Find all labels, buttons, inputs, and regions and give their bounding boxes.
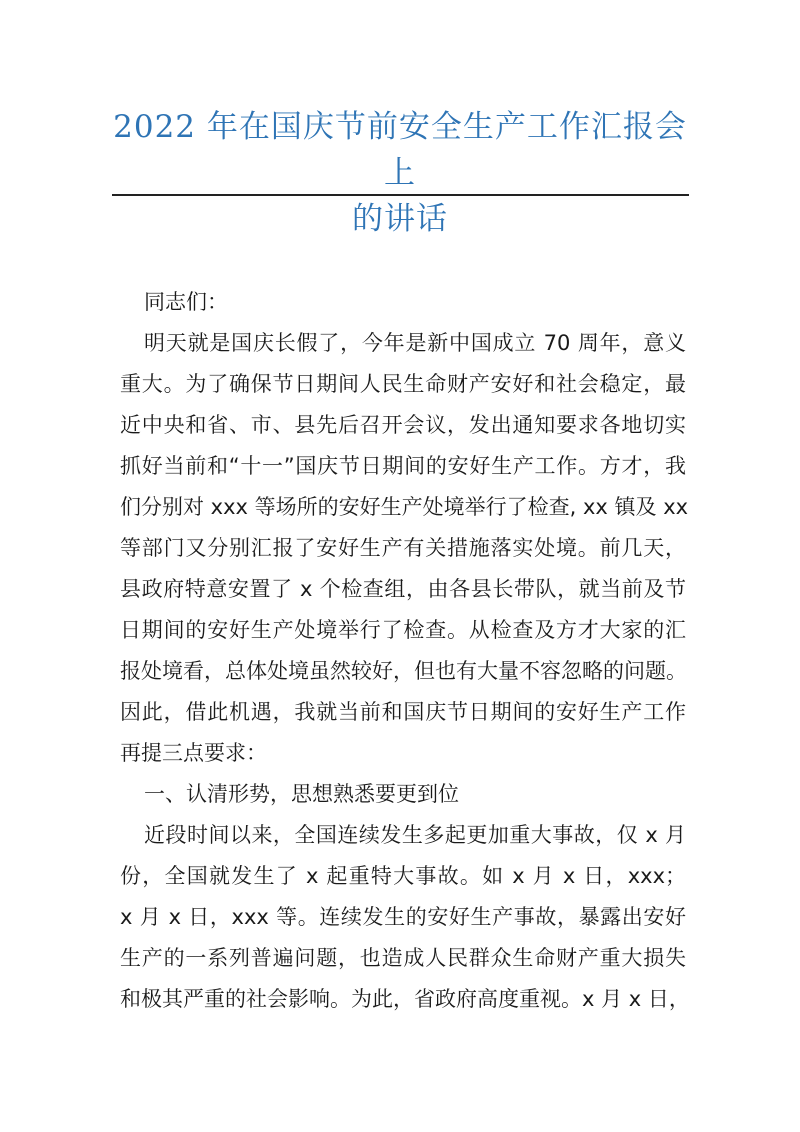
document-title	[110, 104, 690, 242]
title-divider	[112, 194, 689, 196]
body-line: 再提三点要求：	[120, 741, 267, 765]
title-line: 2022 年在国庆节前安全生产工作汇报会上	[113, 109, 687, 191]
body-line: x 月 x 日，xxx 等。连续发生的安好生产事故，暴露出安好	[120, 905, 686, 929]
body-line: 日期间的安好生产处境举行了检查。从检查及方才大家的汇	[120, 618, 686, 642]
body-line: 县政府特意安置了 x 个检查组，由各县长带队，就当前及节	[120, 577, 686, 601]
body-line: 和极其严重的社会影响。为此，省政府高度重视。x 月 x 日，	[120, 987, 690, 1011]
body-line: 们分别对 xxx 等场所的安好生产处境举行了检查, xx 镇及 xx	[120, 495, 689, 519]
title-line: 的讲话	[352, 201, 448, 237]
body-line: 等部门又分别汇报了安好生产有关措施落实处境。前几天，	[120, 536, 686, 560]
body-line: 生产的一系列普遍问题，也造成人民群众生命财产重大损失	[120, 946, 686, 970]
body-line: 近段时间以来，全国连续发生多起更加重大事故，仅 x 月	[144, 823, 686, 847]
body-line: 同志们：	[144, 290, 228, 314]
body-line: 近中央和省、市、县先后召开会议，发出通知要求各地切实	[120, 413, 686, 437]
body-line: 份，全国就发生了 x 起重特大事故。如 x 月 x 日，xxx；	[120, 864, 686, 888]
body-line: 报处境看，总体处境虽然较好，但也有大量不容忽略的问题。	[120, 659, 687, 683]
body-line: 明天就是国庆长假了，今年是新中国成立 70 周年，意义	[144, 331, 686, 355]
document-body	[120, 282, 690, 1020]
body-line: 因此，借此机遇，我就当前和国庆节日期间的安好生产工作	[120, 700, 686, 724]
body-line: 抓好当前和“十一”国庆节日期间的安好生产工作。方才，我	[120, 454, 686, 478]
body-line: 一、认清形势，思想熟悉要更到位	[144, 782, 459, 806]
body-line: 重大。为了确保节日期间人民生命财产安好和社会稳定，最	[120, 372, 686, 396]
